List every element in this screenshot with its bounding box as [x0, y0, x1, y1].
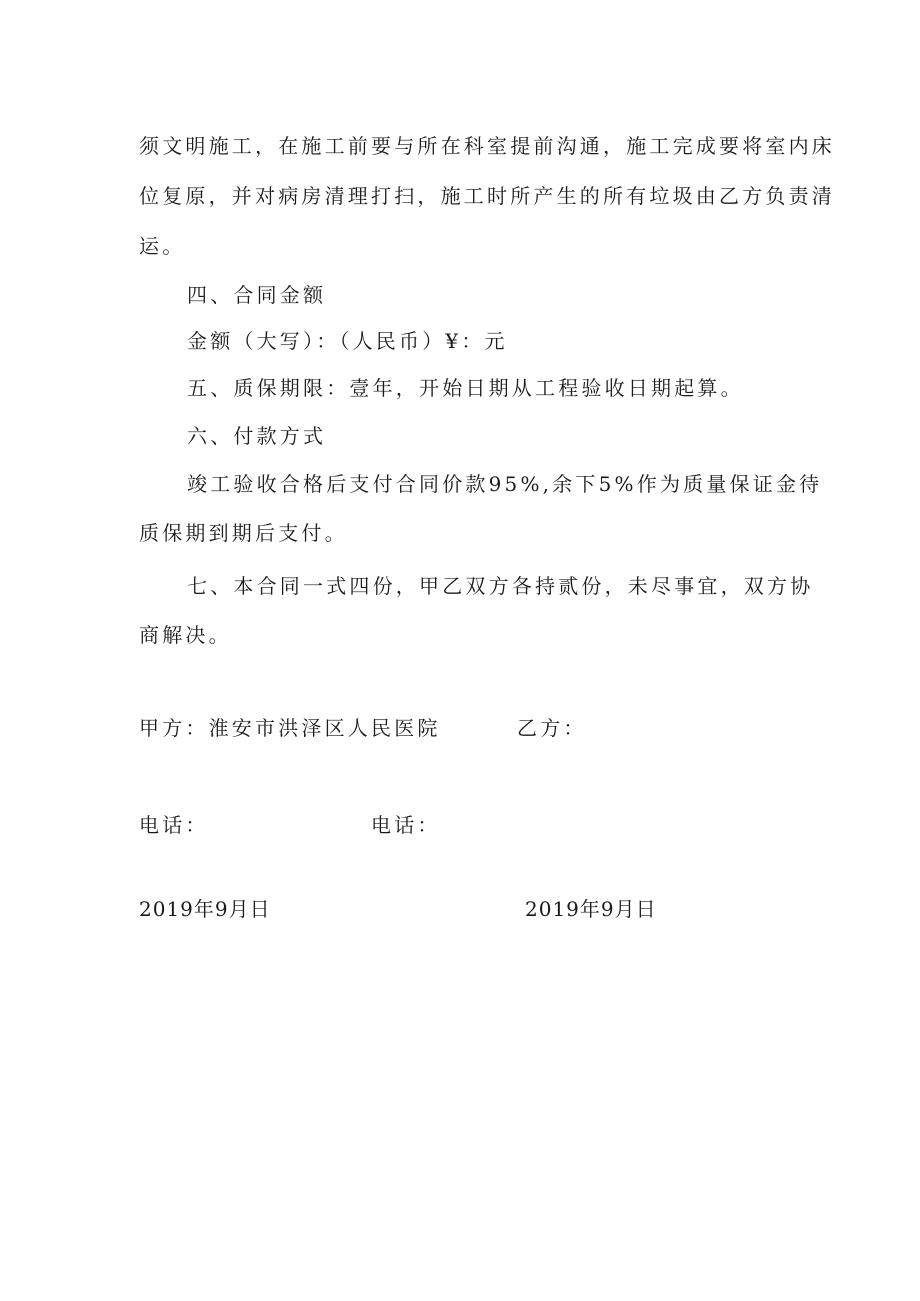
- party-a-date: 2019年9月日: [139, 897, 271, 921]
- party-b-phone: 电话：: [371, 813, 441, 837]
- section-5-warranty: 五、质保期限：壹年，开始日期从工程验收日期起算。: [187, 376, 744, 400]
- contract-amount-line: 金额（大写）：（人民币）¥：元: [187, 329, 508, 353]
- construction-paragraph-line-3: 运。: [139, 234, 186, 258]
- section-6-heading: 六、付款方式: [187, 424, 327, 448]
- construction-paragraph-line-1: 须文明施工，在施工前要与所在科室提前沟通，施工完成要将室内床: [139, 134, 835, 158]
- section-7-line-2: 商解决。: [139, 623, 232, 647]
- section-7-line-1: 七、本合同一式四份，甲乙双方各持贰份，未尽事宜，双方协: [187, 574, 814, 598]
- party-a-phone: 电话：: [139, 813, 209, 837]
- party-b-name: 乙方：: [517, 716, 587, 740]
- payment-terms-line-1: 竣工验收合格后支付合同价款95%,余下5%作为质量保证金待: [187, 472, 823, 496]
- payment-terms-line-2: 质保期到期后支付。: [139, 521, 348, 545]
- construction-paragraph-line-2: 位复原，并对病房清理打扫，施工时所产生的所有垃圾由乙方负责清: [139, 184, 835, 208]
- party-b-date: 2019年9月日: [525, 897, 657, 921]
- party-a-name: 甲方：淮安市洪泽区人民医院: [139, 716, 441, 740]
- section-4-heading: 四、合同金额: [187, 283, 327, 307]
